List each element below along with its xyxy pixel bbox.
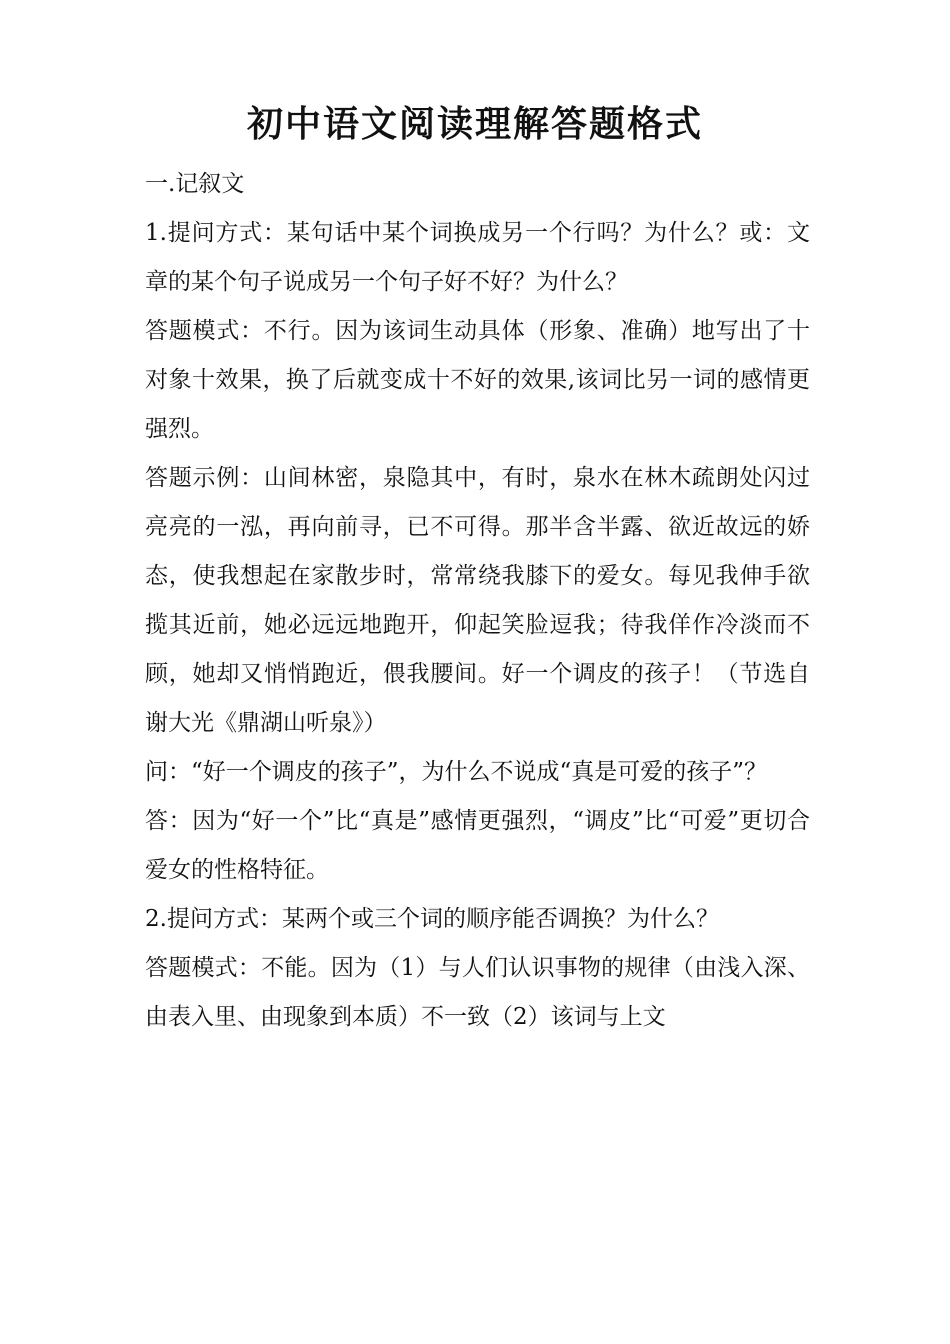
question-format-2: 2.提问方式：某两个或三个词的顺序能否调换？为什么？ [145, 906, 719, 932]
question-format-1: 1.提问方式：某句话中某个词换成另一个行吗？为什么？或：文章的某个句子说成另一个句子好不好？为什么？ [145, 220, 810, 295]
document-title: 初中语文阅读理解答题格式 [246, 103, 703, 145]
document-body [145, 160, 810, 1042]
answer-pattern-2: 答题模式：不能。因为（1）与人们认识事物的规律（由浅入深、由表入里、由现象到本质）不一致（2）该词与上文 [145, 955, 810, 1030]
answer-example-1: 答题示例：山间林密，泉隐其中，有时，泉水在林木疏朗处闪过亮亮的一泓，再向前寻，已不可得。那半含半露、欲近故远的娇态，使我想起在家散步时，常常绕我膝下的爱女。每见我伸手欲揽其近前，她必远远地跑开，仰起笑脸逗我；待我佯作冷淡而不顾，她却又悄悄跑近，偎我腰间。好一个调皮的孩子！（节选自谢大光《鼎湖山听泉》） [145, 465, 810, 736]
section-heading-narrative: 一.记叙文 [145, 171, 245, 197]
answer-pattern-1: 答题模式：不行。因为该词生动具体（形象、准确）地写出了十对象十效果，换了后就变成十不好的效果,该词比另一词的感情更强烈。 [145, 318, 810, 442]
example-answer: 答：因为“好一个”比“真是”感情更强烈，“调皮”比“可爱”更切合爱女的性格特征。 [145, 808, 810, 883]
example-question: 问：“好一个调皮的孩子”，为什么不说成“真是可爱的孩子”？ [145, 759, 768, 785]
